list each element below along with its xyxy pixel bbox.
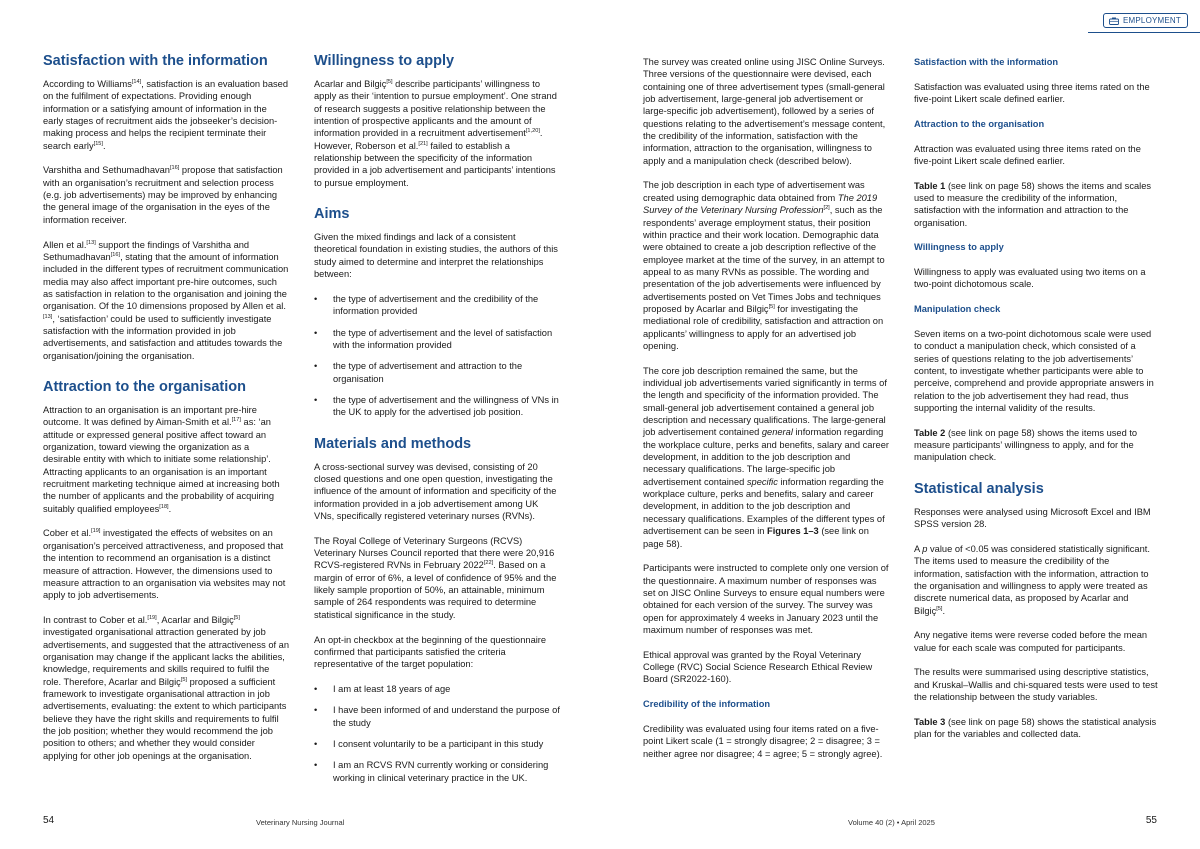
list-item: • the type of advertisement and the level of satisfaction with the information provided	[314, 327, 560, 352]
briefcase-icon	[1109, 17, 1119, 25]
heading-satisfaction: Satisfaction with the information	[43, 53, 268, 69]
paragraph: Table 2 (see link on page 58) shows the items used to measure participants’ willingness to apply, and for the manipulation check.	[914, 427, 1138, 463]
paragraph: Cober et al.[19] investigated the effects of websites on an organisation’s perceived attractiveness, and proposed that the intention to recommend an organisation is a distinct measure of attraction. However, the dimensions used to measure attraction to an organisation via websites may not apply to job advertisements.	[43, 528, 286, 601]
paragraph: Satisfaction was evaluated using three items rated on the five-point Likert scale defined earlier.	[914, 81, 1150, 105]
paragraph: Seven items on a two-point dichotomous scale were used to conduct a manipulation check, which consisted of a series of questions relating to the job advertisements’ content, to investigate whether participants were able to perceive, comprehend and provide appropriate answers in relation to the job advertisement they had read, thus supporting the internal validity of the results.	[914, 328, 1154, 413]
column-4	[914, 56, 1160, 740]
right-page-number: 55	[1145, 815, 1157, 826]
section-badge	[1103, 13, 1188, 28]
paragraph: Attraction to an organisation is an important pre-hire outcome. It was defined by Aiman-Smith et al.[17] as: ‘an attitude or expressed general positive affect toward an organization, toward viewing the organization as a desirable entity with which to initiate some relationship’. Attracting applicants to an organisation is an important recruitment marketing technique aimed at increasing both the number of applicants and the probability of acquiring suitably qualified employees[18].	[43, 405, 280, 514]
paragraph: Given the mixed findings and lack of a consistent theoretical foundation in existing studies, the authors of this study aimed to determine and interpret the relationships between:	[314, 232, 558, 280]
paragraph: The core job description remained the same, but the individual job advertisements varied significantly in terms of the length and specificity of the information provided. The small-general job advertisement contained a general job description and necessary qualifications. The large-general job advertisement contained general information regarding the workplace culture, perks and benefits, salary and career development, in addition to the job description and necessary qualifications. The large-specific job advertisement contained specific information regarding the workplace culture, perks and benefits, salary and career development, in addition to the job description and necessary qualifications. Examples of the different types of advertisement can be seen in Figures 1–3 (see link on page 58).	[643, 365, 889, 549]
heading-credibility: Credibility of the information	[643, 699, 771, 710]
paragraph: Willingness to apply was evaluated using two items on a two-point dichotomous scale.	[914, 267, 1146, 290]
heading-aims: Aims	[314, 206, 350, 223]
paragraph: Any negative items were reverse coded before the mean value for each scale was computed for participants.	[914, 630, 1148, 653]
list-item: • the type of advertisement and the willingness of VNs in the UK to apply for the advertised job position.	[314, 394, 560, 419]
list-item: • I am at least 18 years of age	[314, 683, 560, 695]
paragraph: Table 3 (see link on page 58) shows the statistical analysis plan for the variables and collected data.	[914, 716, 1157, 740]
column-3	[643, 56, 889, 760]
section-badge-label: EMPLOYMENT	[1122, 16, 1181, 25]
paragraph: Acarlar and Bilgiç[5] describe participants’ willingness to apply as their ‘intention to pursue employment’. One strand of research suggests a positive relationship between the intention of prospective applicants and the amount of information provided in a recruitment advertisement[1,20]. However, Roberson et al.[21] failed to establish a relationship between the specificity of the information provided in a job advertisement and participants’ intentions to pursue employment.	[314, 78, 557, 188]
paragraph: A cross-sectional survey was devised, consisting of 20 closed questions and one open question, investigating the influence of the amount of information and specificity of the information provided in a job advertisement among UK VNs, specifically registered veterinary nurses (RVNs).	[314, 461, 557, 521]
right-page	[600, 0, 1200, 849]
heading-statistical: Statistical analysis	[914, 480, 1044, 497]
paragraph: The survey was created online using JISC Online Surveys. Three versions of the questionnaire were devised, each containing one of three advertisement types (small-general job advertisement, large-general job advertisement or large-specific job advertisement), followed by a series of questions relating to the advertisement’s message content, the credibility of the information, satisfaction with the information, attraction to the organisation, willingness to apply and a manipulation check (described below).	[643, 57, 886, 166]
left-page-number: 54	[43, 815, 55, 826]
heading-manipulation: Manipulation check	[914, 304, 1001, 315]
list-item: • the type of advertisement and the credibility of the information provided	[314, 293, 560, 318]
heading-willingness: Willingness to apply	[914, 242, 1004, 253]
paragraph: An opt-in checkbox at the beginning of the questionnaire confirmed that participants satisfied the criteria representative of the target population:	[314, 634, 547, 670]
paragraph: A p value of <0.05 was considered statistically significant. The items used to measure the credibility of the information, satisfaction with the information, attraction to the organisation and willingness to apply were treated as discrete numerical data, as proposed by Acarlar and Bilgiç[5].	[914, 543, 1150, 616]
paragraph: Participants were instructed to complete only one version of the questionnaire. A maximum number of responses was set on JISC Online Surveys to ensure equal numbers were obtained for each version of the survey. The survey was open for approximately 4 weeks in January 2023 until the maximum number of responses was met.	[643, 563, 889, 635]
paragraph: The job description in each type of advertisement was created using demographic data obtained from The 2019 Survey of the Veterinary Nursing Profession[2], such as the respondents’ average employment status, their position within practice and their work location. Demographic data were obtained to create a job description reflective of the employee market at the time of the survey, in an attempt to appeal to as many RVNs as possible. The wording and presentation of the job advertisements were influenced by advertisements posted on Vet Times Jobs and techniques proposed by Acarlar and Bilgiç[5] for investigating the mediational role of credibility, satisfaction and attraction on applicants’ willingness to apply for an advertised job opening.	[643, 180, 885, 351]
paragraph: Responses were analysed using Microsoft Excel and IBM SPSS version 28.	[914, 506, 1151, 530]
paragraph: In contrast to Cober et al.[19], Acarlar and Bilgiç[5] investigated organisational attraction generated by job advertisements, and suggested that the attractiveness of an organisation may change if the applicant lacks the abilities, knowledge, requirements and skills required to fulfil the role. Therefore, Acarlar and Bilgiç[5] proposed a sufficient framework to investigate organisational attraction in job advertisements, evaluating: the extent to which participants believe they have the right skills and requirements to fulfil the job position; whether they would recommend the job position to others; and whether they would consider applying for other job openings at the organisation.	[43, 614, 289, 761]
heading-methods: Materials and methods	[314, 435, 472, 452]
paragraph: Attraction was evaluated using three items rated on the five-point Likert scale defined earlier.	[914, 143, 1141, 166]
column-1	[43, 52, 289, 762]
paragraph: Varshitha and Sethumadhavan[16] propose that satisfaction with an organisation’s recruitment and selection process (e.g. job advertisements) may be improved by enhancing the general image of the organisation in the eyes of the information receiver.	[43, 165, 283, 225]
heading-attraction: Attraction to the organisation	[43, 379, 246, 395]
column-2	[314, 52, 560, 796]
aims-list	[314, 293, 560, 419]
journal-name: Veterinary Nursing Journal	[256, 818, 345, 827]
paragraph: The results were summarised using descriptive statistics, and Kruskal–Wallis and chi-squared tests were used to test the relationship between the study variables.	[914, 667, 1158, 703]
issue-info: Volume 40 (2) • April 2025	[848, 818, 935, 827]
heading-attraction: Attraction to the organisation	[914, 118, 1045, 129]
heading-satisfaction: Satisfaction with the information	[914, 57, 1059, 67]
paragraph: Allen et al.[13] support the findings of Varshitha and Sethumadhavan[16], stating that the amount of information included in the different types of recruitment communication media may also affect important pre-hire outcomes, such as satisfaction in relation to the organisation and joining the organisation. Of the 10 dimensions proposed by Allen et al.[13], ‘satisfaction’ could be used to sufficiently investigate satisfaction with the information provided in job advertisements, and satisfaction and attitudes towards the organisation/joining the organisation.	[43, 239, 289, 361]
paragraph: Ethical approval was granted by the Royal Veterinary College (RVC) Social Science Research Ethical Review Board (SR2022-160).	[643, 649, 873, 685]
paragraph: The Royal College of Veterinary Surgeons (RCVS) Veterinary Nurses Council reported that there were 20,916 RCVS-registered RVNs in February 2022[22]. Based on a margin of error of 6%, a level of confidence of 95% and the likely sample proportion of 50%, an attainable, minimum sample of 264 respondents was required to determine statistical significance in the study.	[314, 535, 557, 620]
list-item: • I consent voluntarily to be a participant in this study	[314, 738, 560, 750]
header-rule	[1088, 32, 1200, 33]
paragraph: Table 1 (see link on page 58) shows the items and scales used to measure the credibility of the information, satisfaction with the information and attraction to the organisation.	[914, 180, 1152, 228]
list-item: • I have been informed of and understand the purpose of the study	[314, 704, 560, 729]
paragraph: According to Williams[14], satisfaction is an evaluation based on the fulfilment of expectations. Providing enough information or a satisfying amount of information in the early stages of recruitment aids the jobseeker’s decision-making process and helps the recipient terminate their search early[15].	[43, 78, 288, 151]
criteria-list	[314, 683, 560, 784]
list-item: • the type of advertisement and attraction to the organisation	[314, 360, 560, 385]
heading-willingness: Willingness to apply	[314, 53, 455, 69]
paragraph: Credibility was evaluated using four items rated on a five-point Likert scale (1 = strongly disagree; 2 = disagree; 3 = neither agree nor disagree; 4 = agree; 5 = strongly agree).	[643, 723, 883, 759]
list-item: • I am an RCVS RVN currently working or considering working in clinical veterinary practice in the UK.	[314, 759, 560, 784]
